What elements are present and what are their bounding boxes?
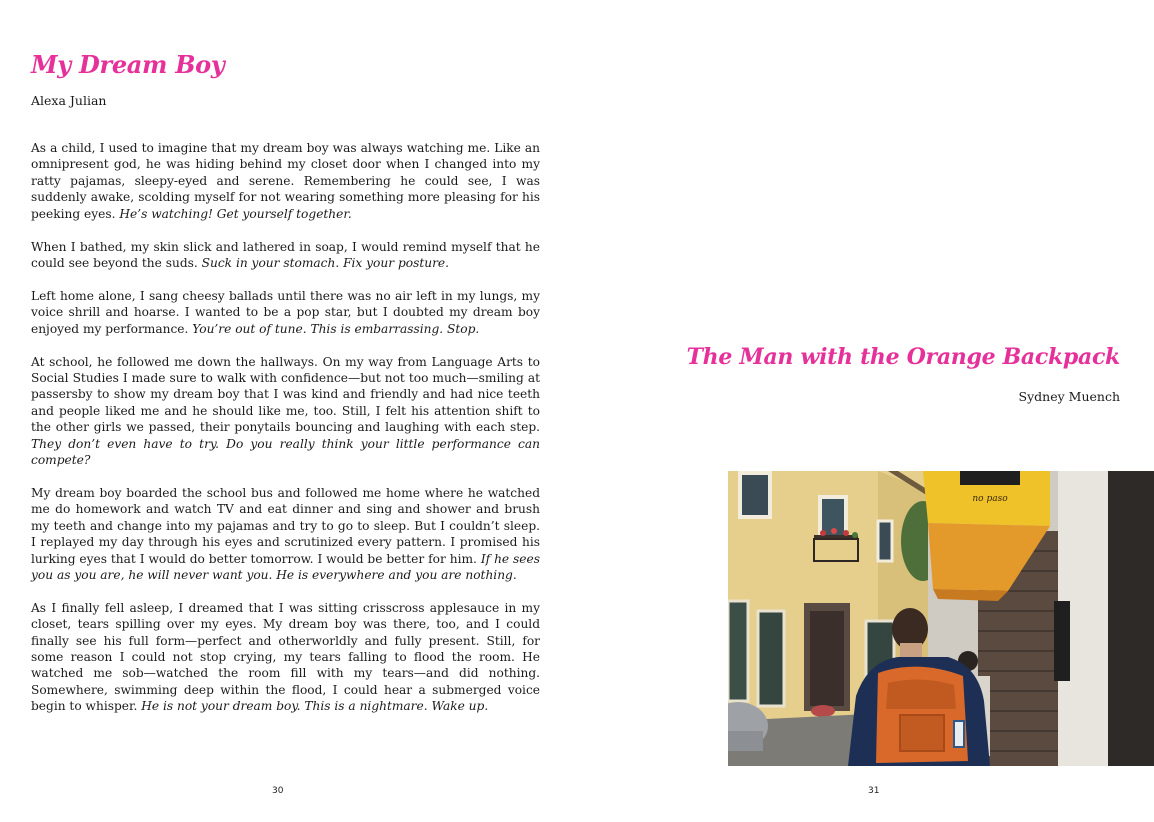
story-title: My Dream Boy: [31, 50, 225, 79]
photo-author: Sydney Muench: [1018, 389, 1120, 404]
photo-title: The Man with the Orange Backpack: [686, 344, 1120, 370]
story-body: [31, 140, 540, 731]
awning-sign-text: no paso: [972, 494, 1008, 504]
page-number: 31: [868, 786, 880, 796]
story-author: Alexa Julian: [31, 93, 107, 108]
paragraph: As a child, I used to imagine that my dream boy was always watching me. Like an omnipresent god, he was hiding behind my closet door when I changed into my ratty pajamas, sleepy-eyed and serene. Remembering he could see, I was suddenly awake, scolding myself for not wearing something more pleasing for his peeking eyes. He’s watching! Get yourself together.: [31, 141, 540, 221]
paragraph: My dream boy boarded the school bus and followed me home where he watched me do homework and watch TV and eat dinner and sing and shower and brush my teeth and change into my pajamas and try to go to sleep. But I couldn’t sleep. I replayed my day through his eyes and scrutinized every pattern. I promised his lurking eyes that I would do better tomorrow. I would be better for him. If he sees you as you are, he will never want you. He is everywhere and you are nothing.: [31, 485, 540, 582]
right-page: [577, 0, 1154, 822]
paragraph: As I finally fell asleep, I dreamed that I was sitting crisscross applesauce in my closet, tears spilling over my eyes. My dream boy was there, too, and I could finally see his full form—perfect and otherworldly and fully present. Still, for some reason I could not stop crying, my tears falling to flood the room. He watched me sob—watched the room fill with my tears—and did nothing. Somewhere, swimming deep within the flood, I could hear a submerged voice begin to whisper. He is not your dream boy. This is a nightmare. Wake up.: [31, 600, 540, 714]
paragraph: When I bathed, my skin slick and lathered in soap, I would remind myself that he could see beyond the suds. Suck in your stomach. Fix your posture.: [31, 239, 540, 270]
paragraph: At school, he followed me down the hallways. On my way from Language Arts to Social Studies I made sure to walk with confidence—but not too much—smiling at passersby to show my dream boy that I was kind and friendly and had nice teeth and people liked me and he should like me, too. Still, I felt his attention shift to the other girls we passed, their ponytails bouncing and laughing with each step. They don’t even have to try. Do you really think your little performance can compete?: [31, 354, 540, 467]
paragraph: Left home alone, I sang cheesy ballads until there was no air left in my lungs, my voice shrill and hoarse. I wanted to be a pop star, but I doubted my dream boy enjoyed my performance. You’re out of tune. This is embarrassing. Stop.: [31, 288, 540, 336]
page-number: 30: [272, 786, 284, 796]
street-photo: [728, 471, 1154, 766]
